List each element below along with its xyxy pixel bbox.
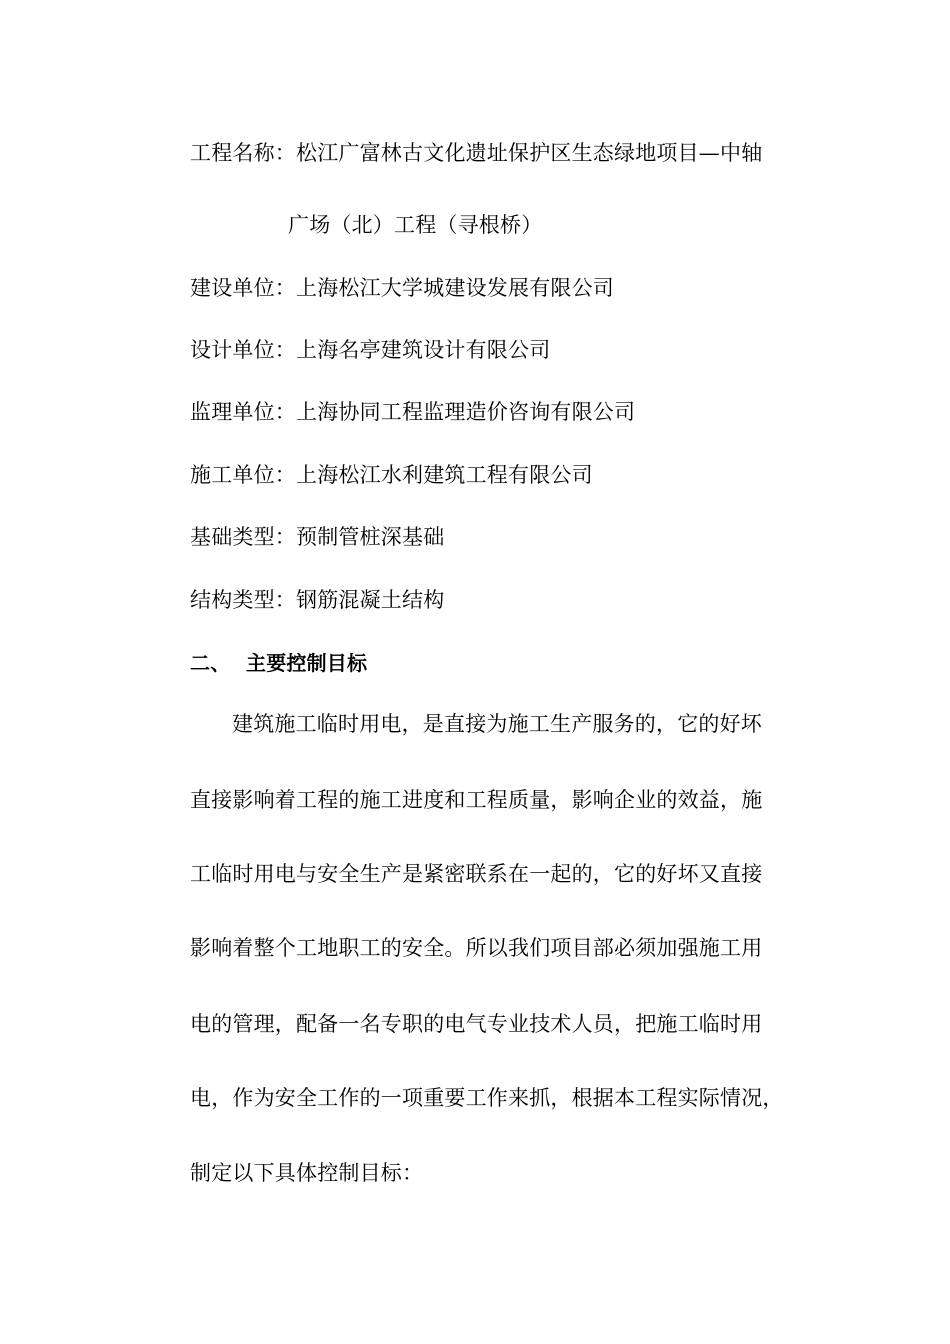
- supervision-unit: 监理单位：上海协同工程监理造价咨询有限公司: [190, 400, 636, 424]
- foundation-type: 基础类型：预制管桩深基础: [190, 525, 445, 549]
- paragraph-line: 影响着整个工地职工的安全。所以我们项目部必须加强施工用: [190, 936, 763, 960]
- paragraph-line: 建筑施工临时用电，是直接为施工生产服务的，它的好坏: [232, 712, 762, 736]
- developer-unit: 建设单位：上海松江大学城建设发展有限公司: [190, 276, 614, 300]
- paragraph-line: 直接影响着工程的施工进度和工程质量，影响企业的效益，施: [190, 788, 763, 812]
- project-name-line-2: 广场（北）工程（寻根桥）: [288, 213, 543, 237]
- section-heading: [190, 648, 367, 678]
- section-title: 主要控制目标: [246, 651, 368, 675]
- section-number: 二、: [190, 651, 231, 675]
- paragraph-line: 电，作为安全工作的一项重要工作来抓，根据本工程实际情况，: [190, 1086, 784, 1110]
- construction-unit: 施工单位：上海松江水利建筑工程有限公司: [190, 463, 593, 487]
- structure-type: 结构类型：钢筋混凝土结构: [190, 588, 445, 612]
- paragraph-line: 制定以下具体控制目标：: [190, 1161, 424, 1185]
- project-name-line-1: 工程名称：松江广富林古文化遗址保护区生态绿地项目—中轴: [190, 141, 763, 165]
- paragraph-line: 电的管理，配备一名专职的电气专业技术人员，把施工临时用: [190, 1012, 763, 1036]
- paragraph-line: 工临时用电与安全生产是紧密联系在一起的，它的好坏又直接: [190, 862, 763, 886]
- design-unit: 设计单位：上海名亭建筑设计有限公司: [190, 338, 551, 362]
